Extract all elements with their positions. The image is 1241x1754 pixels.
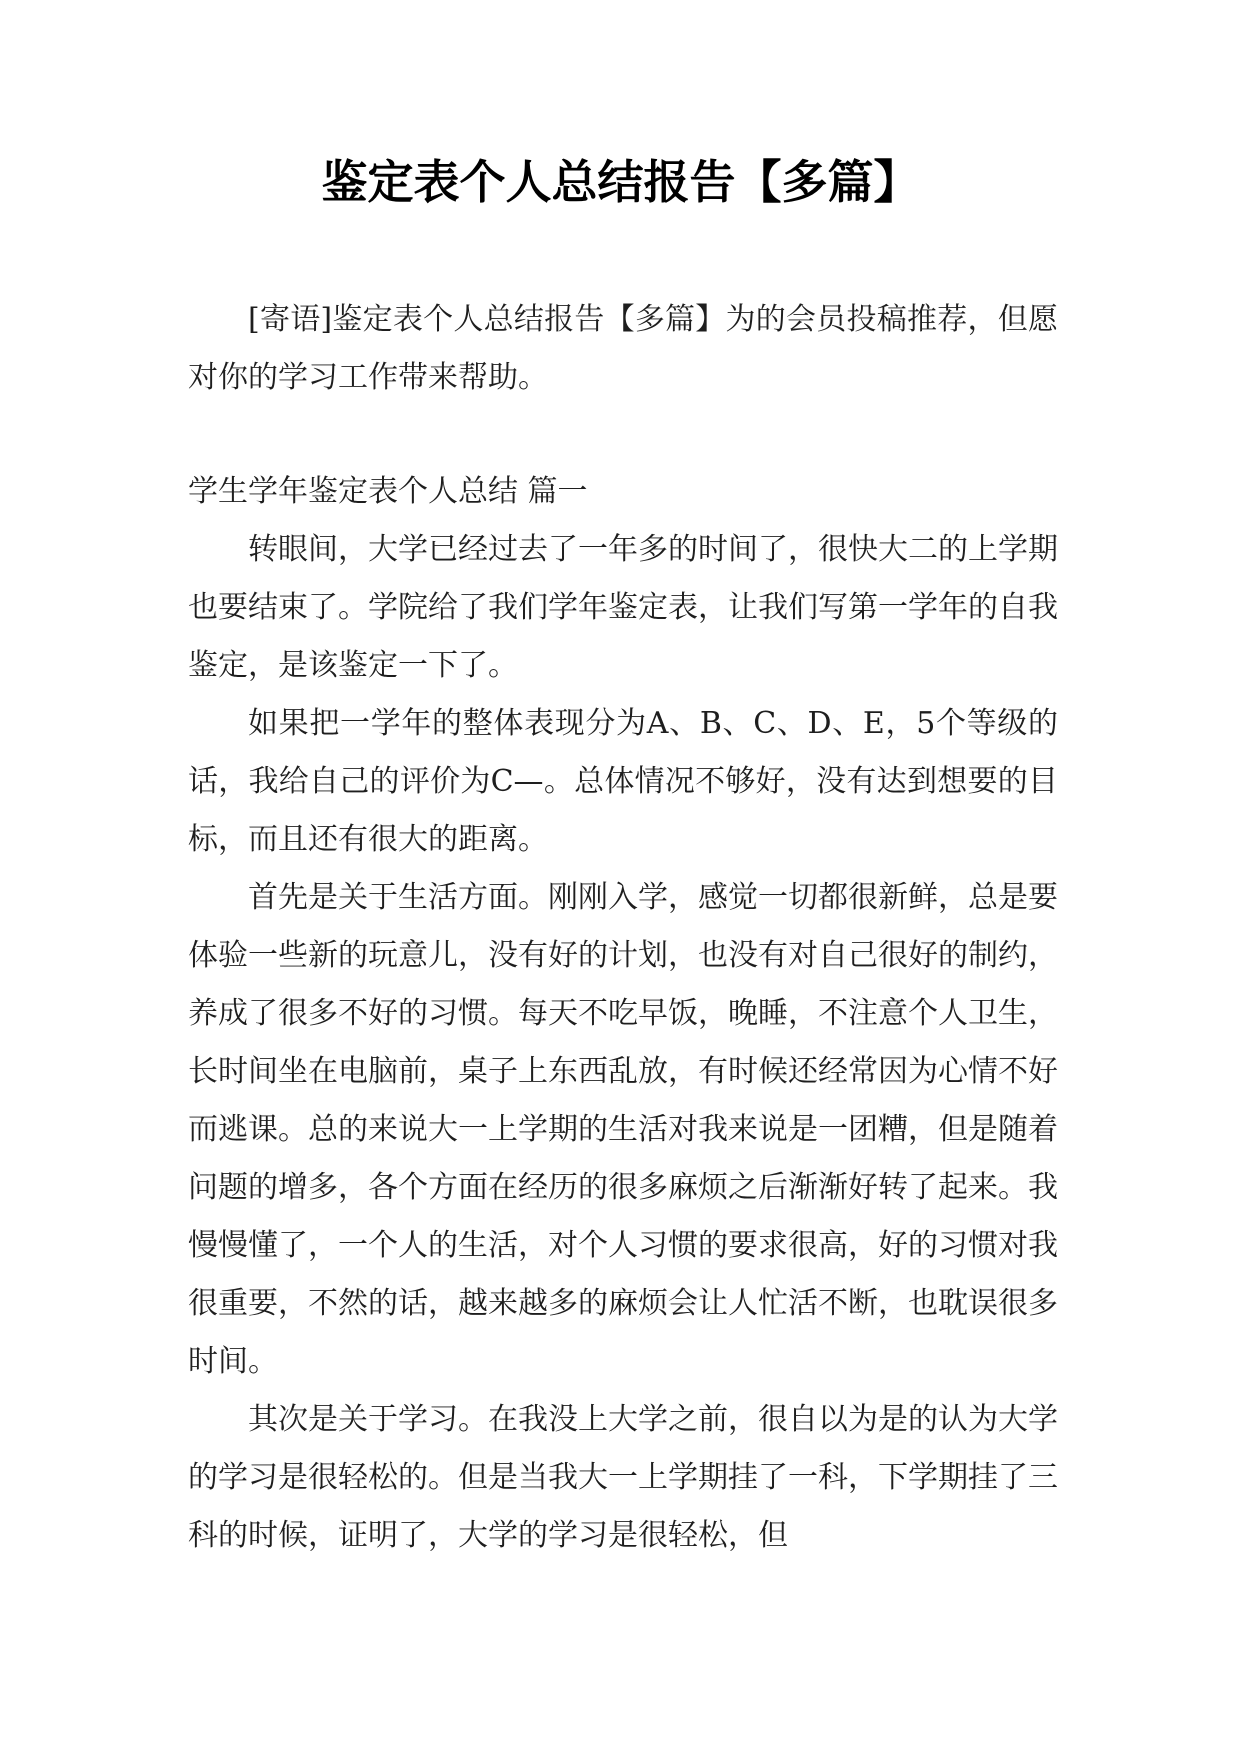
section-heading: 学生学年鉴定表个人总结 篇一 (188, 474, 588, 509)
body-paragraph: 首先是关于生活方面。刚刚入学，感觉一切都很新鲜，总是要体验一些新的玩意儿，没有好的计划，也没有对自己很好的制约，养成了很多不好的习惯。每天不吃早饭，晚睡，不注意个人卫生，长时间坐在电脑前，桌子上东西乱放，有时候还经常因为心情不好而逃课。总的来说大一上学期的生活对我来说是一团糟，但是随着问题的增多，各个方面在经历的很多麻烦之后渐渐好转了起来。我慢慢懂了，一个人的生活，对个人习惯的要求很高，好的习惯对我很重要，不然的话，越来越多的麻烦会让人忙活不断，也耽误很多时间。 (188, 880, 1058, 1379)
document-title: 鉴定表个人总结报告【多篇】 (321, 155, 920, 209)
body-paragraph: 如果把一学年的整体表现分为A、B、C、D、E，5个等级的话，我给自己的评价为C—。总体情况不够好，没有达到想要的目标，而且还有很大的距离。 (188, 706, 1058, 857)
section-block (188, 463, 1058, 1565)
body-paragraph: 转眼间，大学已经过去了一年多的时间了，很快大二的上学期也要结束了。学院给了我们学年鉴定表，让我们写第一学年的自我鉴定，是该鉴定一下了。 (188, 532, 1058, 683)
body-paragraph: 其次是关于学习。在我没上大学之前，很自以为是的认为大学的学习是很轻松的。但是当我大一上学期挂了一科，下学期挂了三科的时候，证明了，大学的学习是很轻松，但 (188, 1402, 1058, 1553)
intro-paragraph: [寄语]鉴定表个人总结报告【多篇】为的会员投稿推荐，但愿对你的学习工作带来帮助。 (188, 302, 1058, 395)
intro-block (188, 291, 1058, 407)
